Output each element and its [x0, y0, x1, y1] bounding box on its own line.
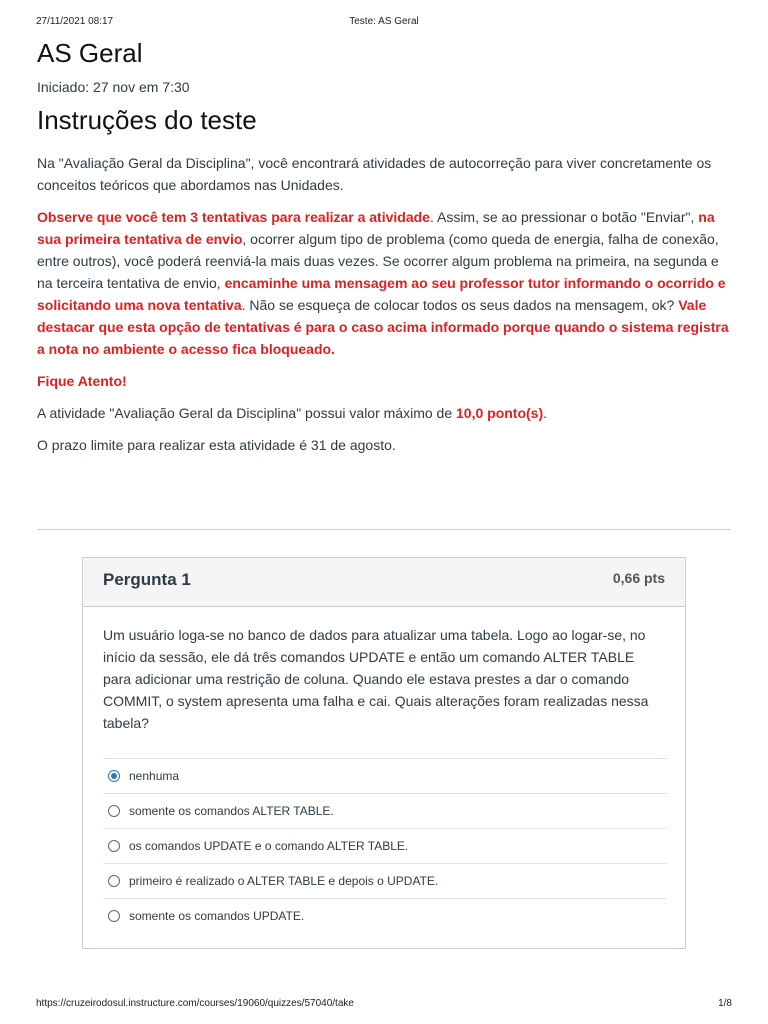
quiz-title: AS Geral	[37, 38, 143, 68]
max-score-end: .	[543, 405, 548, 421]
print-page-number: 1/8	[718, 998, 732, 1009]
question-header	[83, 558, 685, 607]
question-points: 0,66 pts	[612, 570, 665, 586]
deadline-paragraph: O prazo limite para realizar esta atividade é 31 de agosto.	[37, 437, 396, 453]
answer-label[interactable]: primeiro é realizado o ALTER TABLE e depois o UPDATE.	[129, 874, 439, 888]
radio-button[interactable]	[108, 840, 120, 852]
radio-button[interactable]	[108, 910, 120, 922]
answer-option[interactable]	[103, 793, 667, 828]
instructions-paragraph-attempts	[37, 206, 731, 360]
question-card	[82, 557, 686, 949]
max-score-value: 10,0 ponto(s)	[456, 405, 544, 421]
answer-option[interactable]	[103, 863, 667, 898]
question-name: Pergunta 1	[103, 570, 191, 589]
quiz-started-time: Iniciado: 27 nov em 7:30	[37, 79, 190, 95]
attention-note: Fique Atento!	[37, 373, 127, 389]
answer-option[interactable]	[103, 828, 667, 863]
radio-button[interactable]	[108, 805, 120, 817]
print-footer	[36, 998, 732, 1012]
answer-label[interactable]: somente os comandos UPDATE.	[129, 909, 305, 923]
max-score-paragraph	[37, 402, 731, 424]
instructions-paragraph-intro: Na "Avaliação Geral da Disciplina", você encontrará atividades de autocorreção para viver concretamente os conceitos teóricos que abordamos nas Unidades.	[37, 155, 712, 193]
instructions-heading: Instruções do teste	[37, 105, 257, 135]
attempts-text-1: . Assim, se ao pressionar o botão "Enviar",	[429, 209, 699, 225]
max-score-text: A atividade "Avaliação Geral da Disciplina" possui valor máximo de	[37, 405, 457, 421]
print-url: https://cruzeirodosul.instructure.com/courses/19060/quizzes/57040/take	[36, 998, 354, 1009]
first-attempt-highlight: na sua primeira tentativa de envio	[37, 209, 715, 247]
contact-tutor-highlight: encaminhe uma mensagem ao seu professor tutor informando o ocorrido e solicitando uma nova tentativa	[37, 275, 726, 313]
answer-label[interactable]: nenhuma	[129, 769, 180, 783]
answer-label[interactable]: somente os comandos ALTER TABLE.	[129, 804, 334, 818]
print-datetime: 27/11/2021 08:17	[36, 16, 114, 27]
print-page-title: Teste: AS Geral	[349, 16, 419, 27]
attempts-highlight: Observe que você tem 3 tentativas para realizar a atividade	[37, 209, 430, 225]
radio-button[interactable]	[108, 875, 120, 887]
answer-list	[103, 758, 667, 933]
section-divider	[37, 529, 731, 530]
print-header	[36, 16, 732, 30]
quiz-content	[37, 38, 731, 466]
answer-label[interactable]: os comandos UPDATE e o comando ALTER TABLE.	[129, 839, 409, 853]
answer-option[interactable]	[103, 898, 667, 933]
radio-button[interactable]	[108, 770, 120, 782]
attempts-text-3: . Não se esqueça de colocar todos os seus dados na mensagem, ok?	[241, 297, 679, 313]
attempts-text-2: , ocorrer algum tipo de problema (como queda de energia, falha de conexão, entre outros), você poderá reenviá-la mais duas vezes. Se ocorrer algum problema na primeira, na segunda e na terceira tentativa de envio,	[37, 231, 719, 291]
access-blocked-highlight: Vale destacar que esta opção de tentativas é para o caso acima informado porque quando o sistema registra a nota no ambiente o acesso fica bloqueado.	[37, 297, 729, 357]
question-text: Um usuário loga-se no banco de dados para atualizar uma tabela. Logo ao logar-se, no início da sessão, ele dá três comandos UPDATE e então um comando ALTER TABLE para adicionar uma restrição de coluna. Quando ele estava prestes a dar o comando COMMIT, o system apresenta uma falha e cai. Quais alterações foram realizadas nessa tabela?	[103, 627, 649, 731]
instructions-body	[37, 152, 731, 456]
answer-option[interactable]	[103, 758, 667, 793]
